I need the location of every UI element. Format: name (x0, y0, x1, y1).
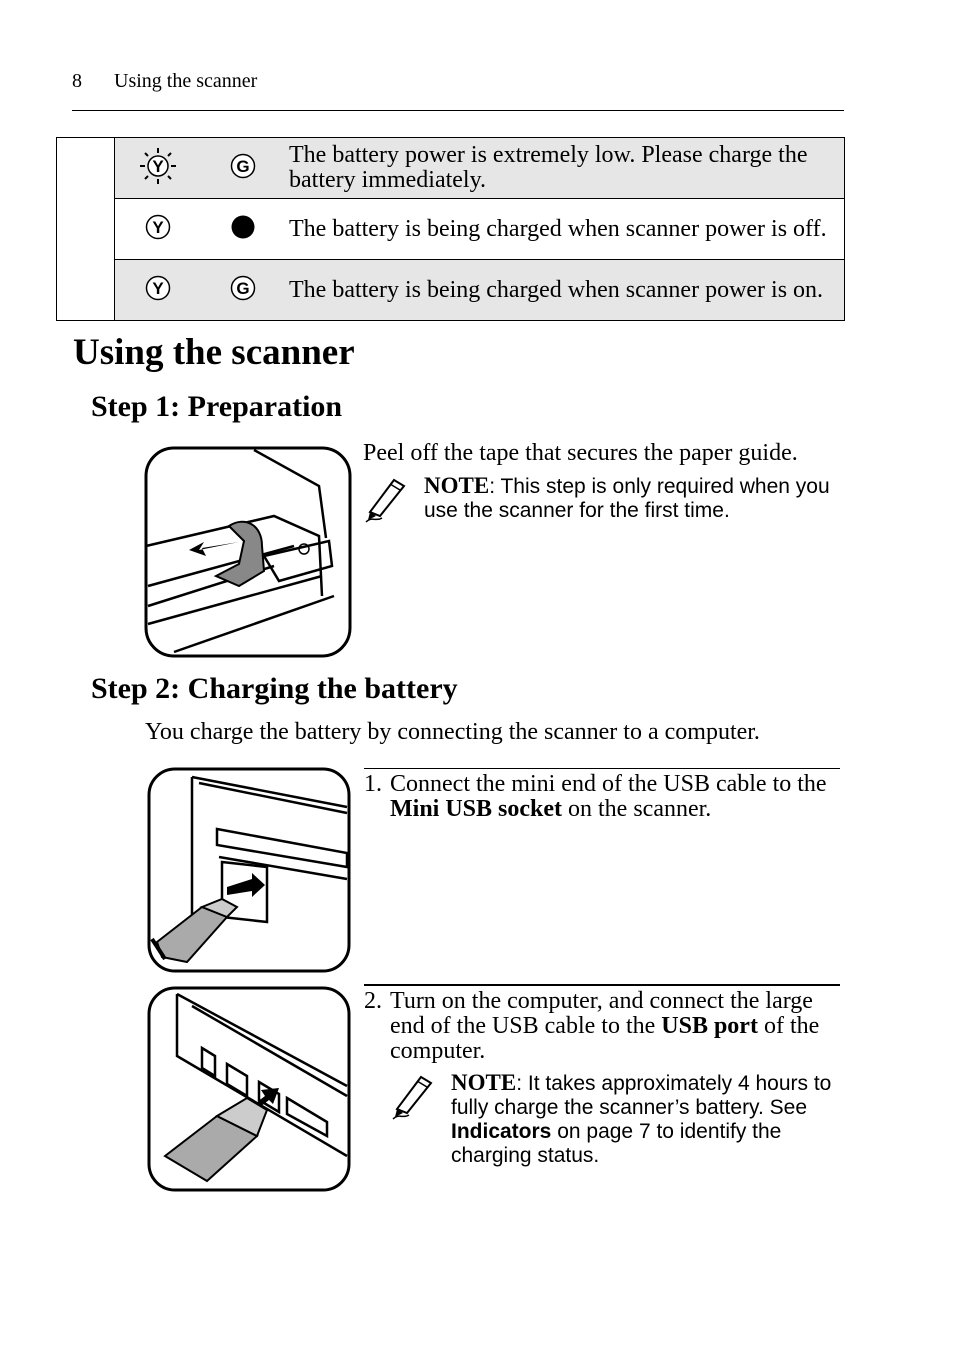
note-text: : This step is only required when you use the scanner for the first time. (424, 475, 830, 522)
led-yellow-icon (115, 260, 201, 321)
note-text-a: : It takes approximately 4 hours to fully charge the scanner’s battery. See (451, 1072, 832, 1119)
table-row (57, 199, 845, 260)
note-label: NOTE (424, 473, 490, 498)
step2-note (451, 1071, 841, 1168)
indicator-description: The battery power is extremely low. Please charge the battery immediately. (285, 138, 845, 199)
step2-item2 (364, 989, 840, 1064)
item2-number: 2. (364, 988, 382, 1014)
pencil-note-icon (391, 1073, 435, 1121)
step1-note (424, 474, 844, 523)
svg-text:G: G (235, 278, 250, 298)
note-label: NOTE (451, 1070, 517, 1095)
table-row (57, 260, 845, 321)
item1-text-b: on the scanner. (562, 796, 712, 822)
step2-item1 (364, 772, 834, 822)
svg-text:Y: Y (151, 278, 164, 298)
item1-number: 1. (364, 771, 382, 797)
peel-tape-illustration (144, 446, 352, 658)
usb-port-illustration (147, 986, 351, 1192)
section-title: Using the scanner (73, 332, 355, 373)
item2-rule (364, 984, 840, 986)
step2-intro: You charge the battery by connecting the scanner to a computer. (145, 719, 760, 745)
indicator-table (56, 137, 845, 321)
mini-usb-illustration (147, 767, 351, 973)
indicator-description: The battery is being charged when scanner power is off. (285, 199, 845, 260)
step1-text: Peel off the tape that secures the paper guide. (363, 440, 798, 466)
table-blank-cell (57, 138, 115, 321)
item2-bold: USB port (661, 1013, 758, 1039)
item2-text-b: of the computer. (390, 1013, 820, 1064)
table-row (57, 138, 845, 199)
led-off-icon (200, 199, 285, 260)
note-text-b: on page 7 to identify the charging status. (451, 1120, 782, 1167)
led-yellow-icon (115, 199, 201, 260)
item1-rule (364, 768, 840, 769)
page-number: 8 (72, 70, 82, 92)
led-green-icon (200, 138, 285, 199)
step2-title: Step 2: Charging the battery (91, 672, 458, 705)
svg-text:Y: Y (151, 217, 164, 237)
item2-text-a: Turn on the computer, and connect the large end of the USB cable to the (390, 988, 813, 1039)
step1-title: Step 1: Preparation (91, 390, 343, 423)
pencil-note-icon (364, 476, 408, 524)
svg-text:G: G (235, 156, 250, 176)
item1-bold: Mini USB socket (390, 796, 563, 822)
note-bold-indicators: Indicators (451, 1120, 552, 1143)
led-green-icon (200, 260, 285, 321)
indicator-description: The battery is being charged when scanner power is on. (285, 260, 845, 321)
led-yellow-blinking-icon (115, 138, 201, 199)
item1-text-a: Connect the mini end of the USB cable to the (390, 771, 827, 797)
running-title: Using the scanner (114, 70, 258, 92)
header-rule (72, 110, 844, 111)
svg-text:Y: Y (151, 156, 164, 176)
